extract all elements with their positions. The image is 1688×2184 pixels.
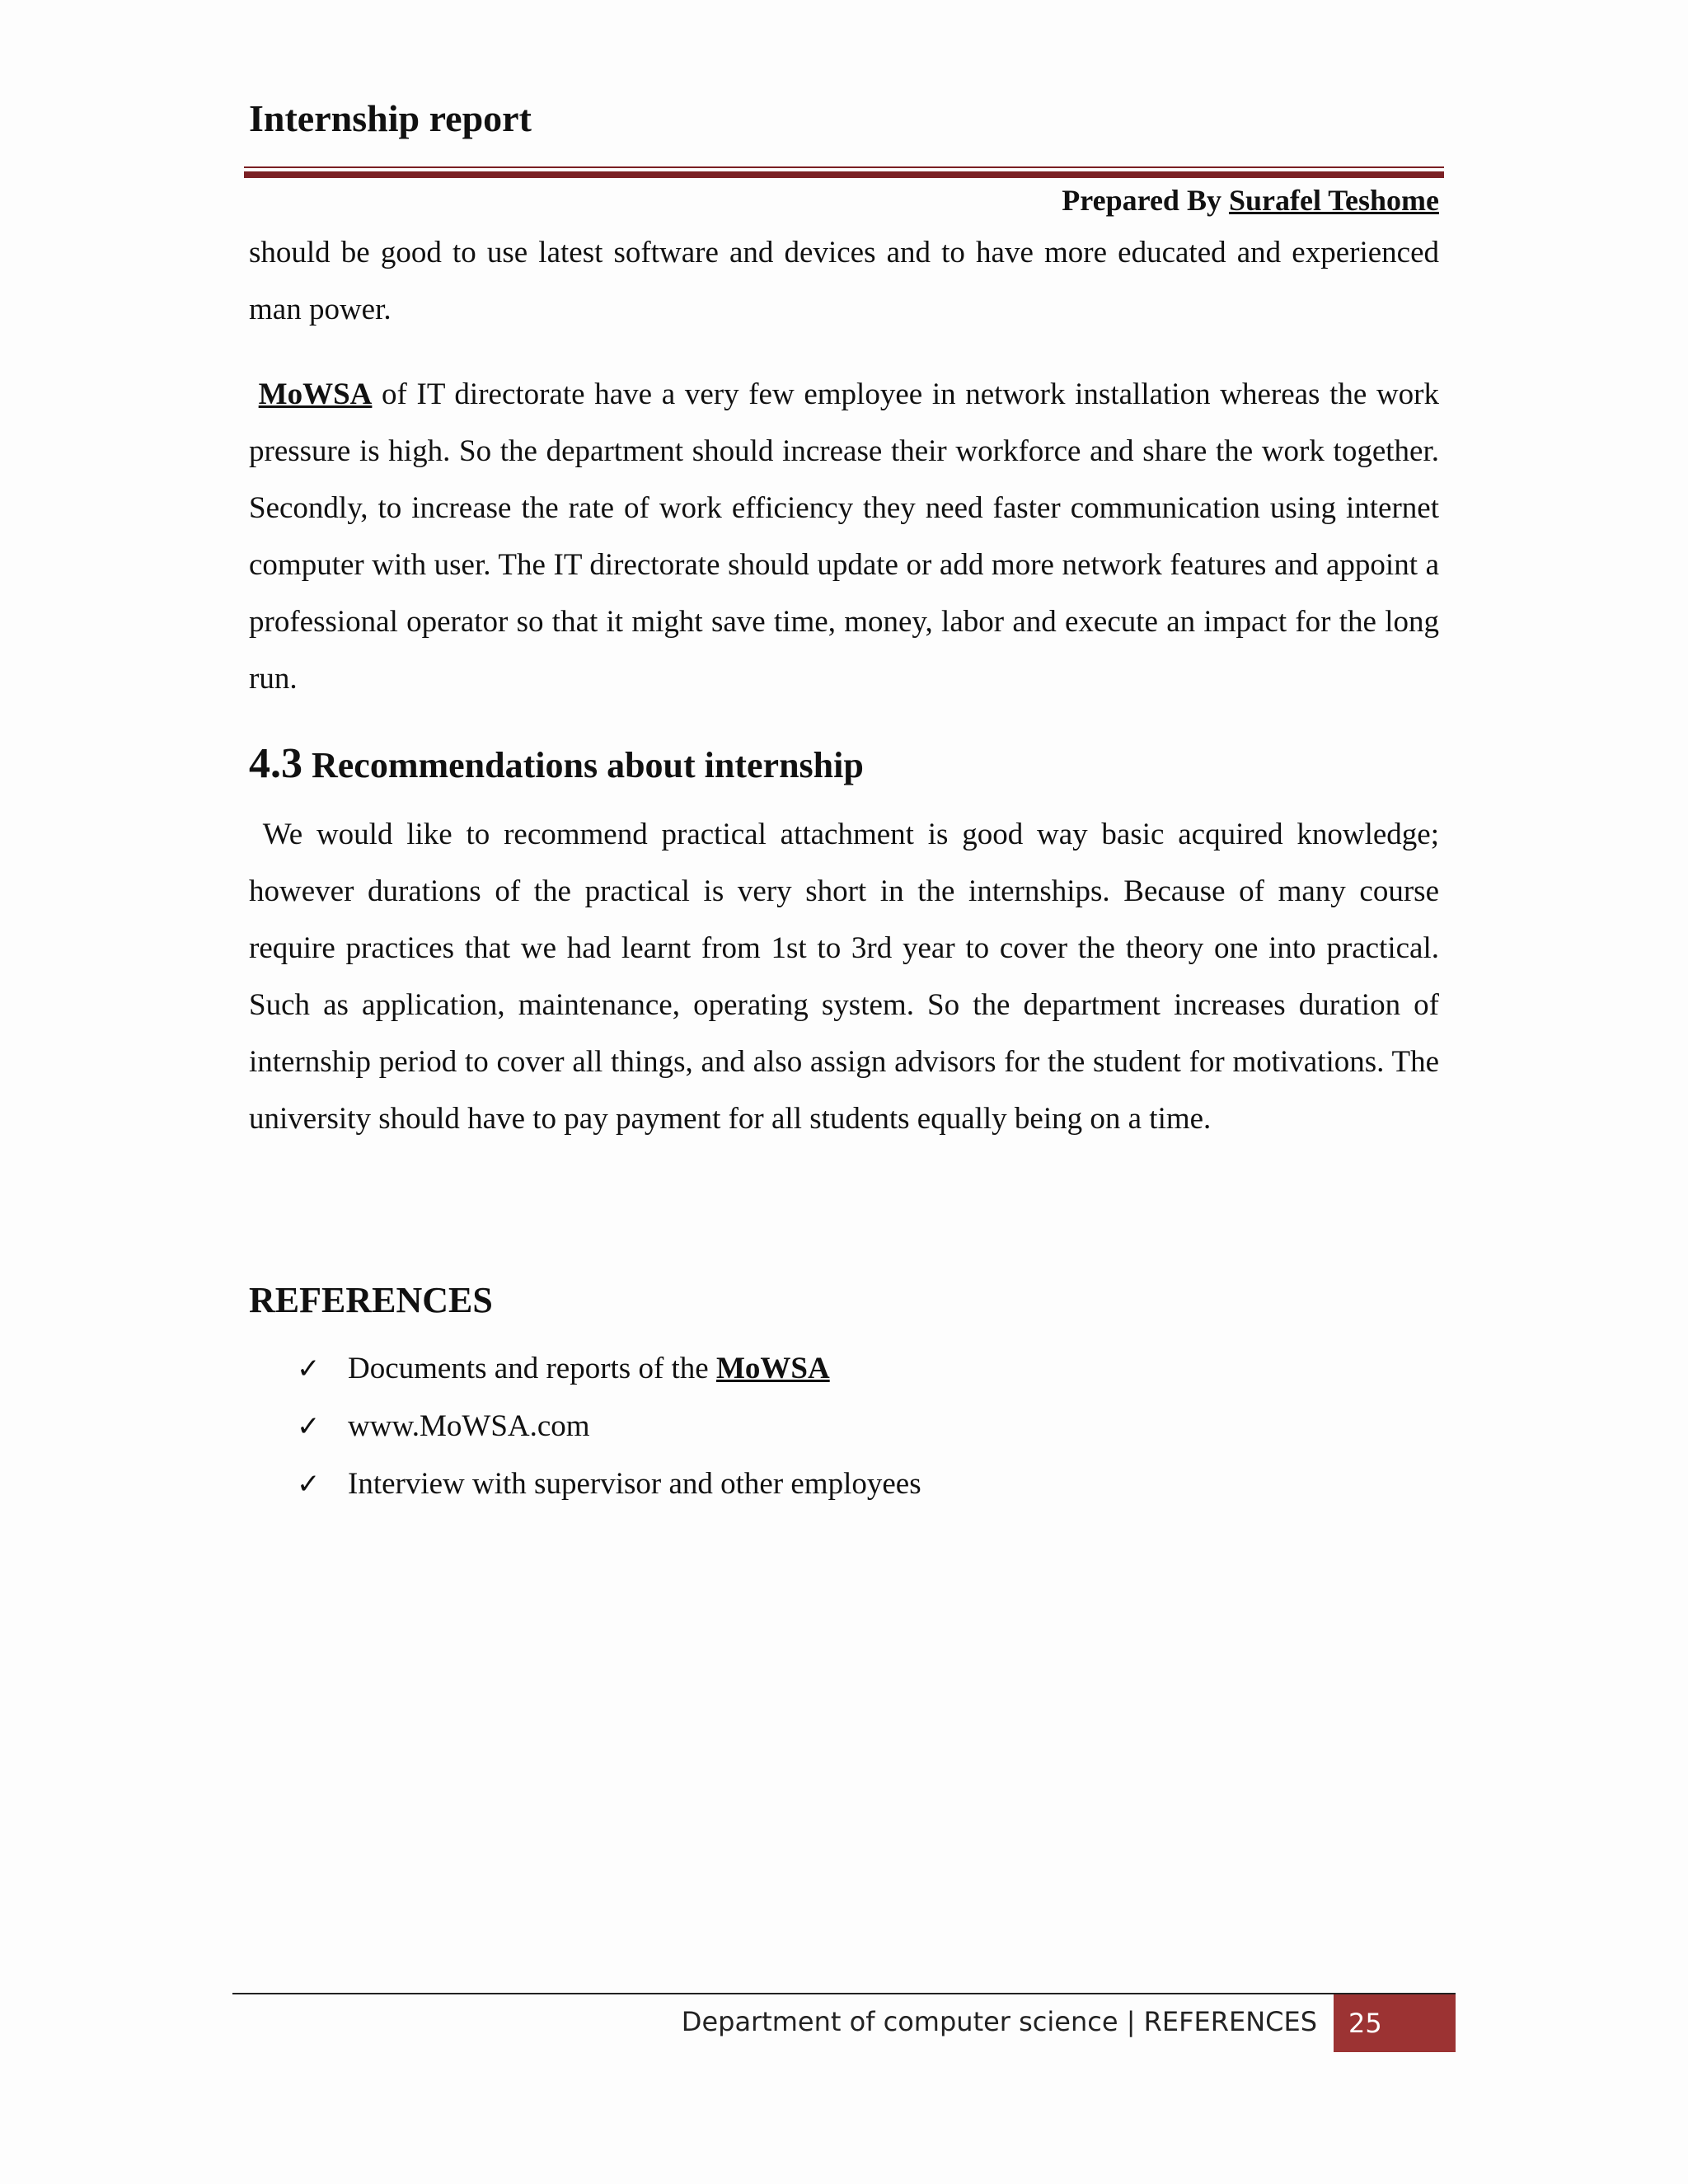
footer-rule bbox=[232, 1993, 1456, 1994]
reference-text: www.MoWSA.com bbox=[348, 1409, 590, 1443]
check-icon: ✓ bbox=[297, 1352, 321, 1385]
paragraph-continuation: should be good to use latest software and devices and to have more educated and experienced man power. bbox=[249, 236, 1439, 326]
paragraph-recommendations-text: We would like to recommend practical attachment is good way basic acquired knowledge; however durations of the practical is very short in the internships. Because of many course require practices that we had learnt from 1st to 3rd year to cover the theory one into practical. Such as application, maintenance, operating system. So the department increases duration of internship period to cover all things, and also assign advisors for the student for motivations. The university should have to pay payment for all students equally being on a time. bbox=[249, 818, 1440, 1136]
header-rule-thick bbox=[244, 171, 1444, 178]
references-list bbox=[297, 1340, 921, 1513]
reference-item bbox=[297, 1455, 921, 1513]
org-name-mowsa: MoWSA bbox=[258, 377, 373, 411]
check-icon: ✓ bbox=[297, 1468, 321, 1501]
paragraph-it-directorate bbox=[249, 366, 1439, 707]
check-icon: ✓ bbox=[297, 1410, 321, 1443]
reference-item bbox=[297, 1398, 921, 1455]
paragraph-recommendations bbox=[249, 806, 1439, 1147]
section-heading-recommendations bbox=[249, 738, 864, 790]
page-number: 25 bbox=[1334, 1994, 1456, 2052]
document-header-title: Internship report bbox=[249, 97, 532, 139]
reference-text: Interview with supervisor and other employees bbox=[348, 1467, 921, 1501]
section-title: Recommendations about internship bbox=[312, 745, 864, 785]
paragraph-it-directorate-text: of IT directorate have a very few employee in network installation whereas the work pressure is high. So the department should increase their workforce and share the work together. Secondly, to increase the rate of work efficiency they need faster communication using internet computer with user. The IT directorate should update or add more network features and appoint a professional operator so that it might save time, money, labor and execute an impact for the long run. bbox=[249, 377, 1439, 696]
section-number: 4.3 bbox=[249, 740, 302, 787]
references-heading: REFERENCES bbox=[249, 1280, 493, 1320]
reference-org-link: MoWSA bbox=[715, 1352, 830, 1385]
author-name: Surafel Teshome bbox=[1228, 184, 1439, 217]
header-rule-thin bbox=[244, 166, 1444, 168]
prepared-by-label: Prepared By bbox=[1062, 184, 1221, 217]
footer-text: Department of computer science | REFERENCES bbox=[681, 2006, 1317, 2037]
prepared-by-line bbox=[1062, 183, 1439, 218]
reference-item bbox=[297, 1340, 921, 1398]
reference-text-plain: Documents and reports of the bbox=[348, 1352, 716, 1385]
reference-text bbox=[348, 1340, 830, 1397]
